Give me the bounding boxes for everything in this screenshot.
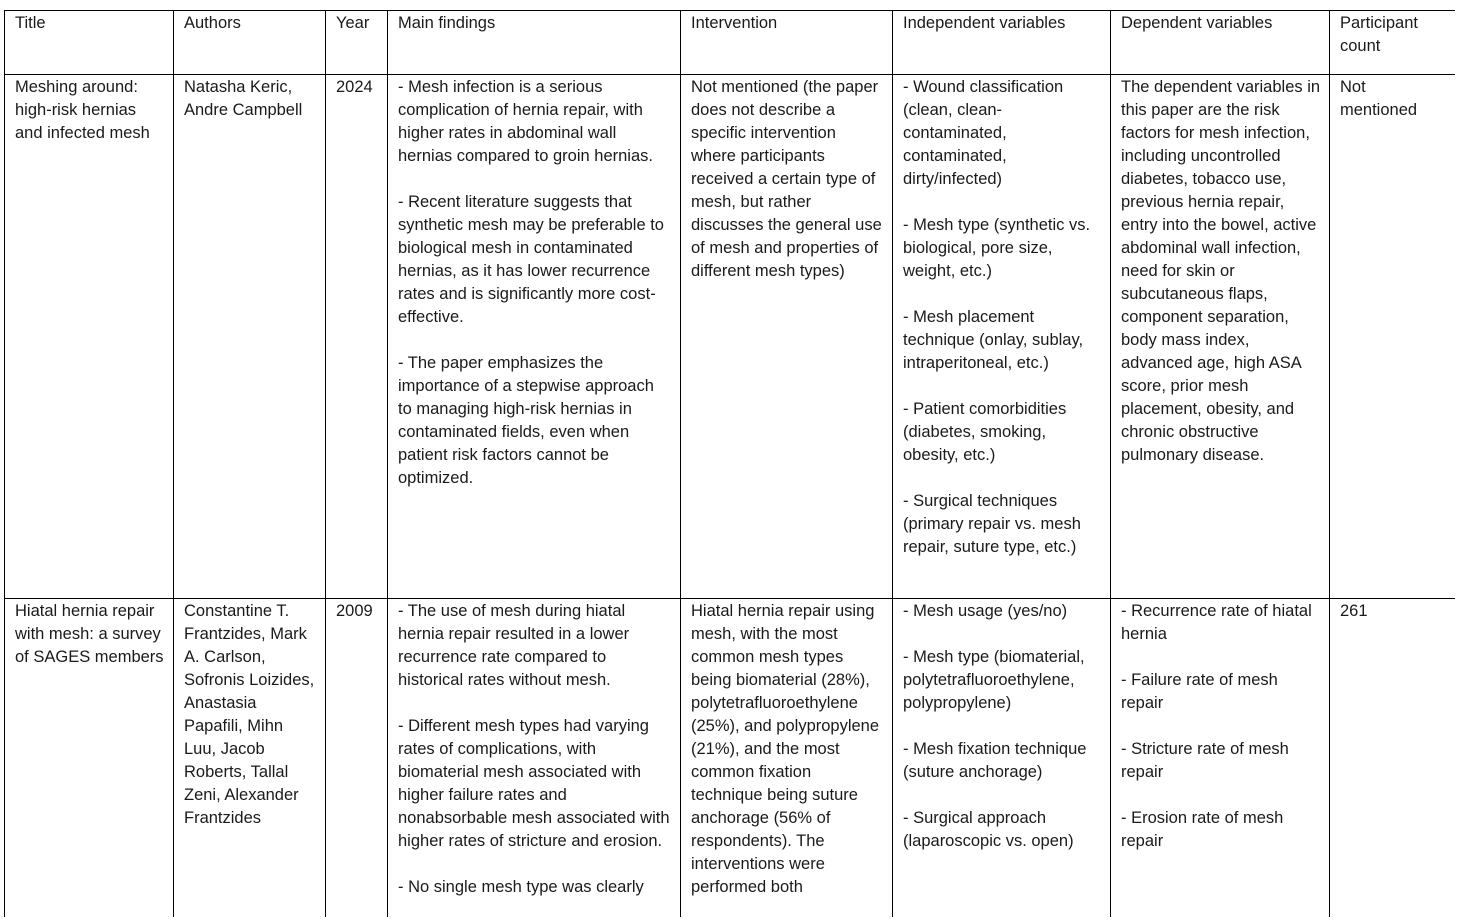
cell-participant-count: 261 — [1330, 599, 1456, 918]
finding-item: - No single mesh type was clearly — [398, 878, 644, 896]
cell-independent-variables — [893, 599, 1111, 918]
variable-item: - Mesh type (synthetic vs. biological, pore size, weight, etc.) — [903, 216, 1091, 280]
header-year: Year — [326, 11, 388, 75]
header-main-findings: Main findings — [388, 11, 681, 75]
table-row — [5, 75, 1456, 599]
cell-authors: Natasha Keric, Andre Campbell — [174, 75, 326, 599]
finding-item: - Different mesh types had varying rates of complications, with biomaterial mesh associated with higher failure rates and nonabsorbable mesh associated with higher rates of stricture and erosion. — [398, 717, 670, 850]
cell-year: 2024 — [326, 75, 388, 599]
header-participant-count: Participant count — [1330, 11, 1456, 75]
document-page — [4, 10, 1455, 917]
variable-item: - Surgical techniques (primary repair vs. mesh repair, suture type, etc.) — [903, 492, 1081, 556]
header-authors: Authors — [174, 11, 326, 75]
cell-intervention: Hiatal hernia repair using mesh, with the most common mesh types being biomaterial (28%), polytetrafluoroethylene (25%), and polypropylene (21%), and the most common fixation technique being suture anchorage (56% of respondents). The interventions were performed both — [681, 599, 893, 918]
variable-item: - Mesh fixation technique (suture anchorage) — [903, 740, 1087, 781]
variable-item: - Patient comorbidities (diabetes, smoking, obesity, etc.) — [903, 400, 1067, 464]
cell-main-findings — [388, 75, 681, 599]
variable-item: The dependent variables in this paper are the risk factors for mesh infection, including uncontrolled diabetes, tobacco use, previous hernia repair, entry into the bowel, active abdominal wall infection, need for skin or subcutaneous flaps, component separation, body mass index, advanced age, high ASA score, prior mesh placement, obesity, and chronic obstructive pulmonary disease. — [1121, 78, 1321, 464]
header-dependent-variables: Dependent variables — [1111, 11, 1330, 75]
variable-item: - Failure rate of mesh repair — [1121, 671, 1278, 712]
finding-item: - Mesh infection is a serious complication of hernia repair, with higher rates in abdominal wall hernias compared to groin hernias. — [398, 78, 653, 165]
cell-year: 2009 — [326, 599, 388, 918]
header-row — [5, 11, 1456, 75]
variable-item: - Mesh placement technique (onlay, sublay, intraperitoneal, etc.) — [903, 308, 1084, 372]
finding-item: - Recent literature suggests that synthetic mesh may be preferable to biological mesh in contaminated hernias, as it has lower recurrence rates and is significantly more cost-effective. — [398, 193, 664, 326]
variable-item: - Recurrence rate of hiatal hernia — [1121, 602, 1312, 643]
finding-item: - The paper emphasizes the importance of a stepwise approach to managing high-risk hernias in contaminated fields, even when patient risk factors cannot be optimized. — [398, 354, 654, 487]
variable-item: - Stricture rate of mesh repair — [1121, 740, 1289, 781]
cell-authors: Constantine T. Frantzides, Mark A. Carlson, Sofronis Loizides, Anastasia Papafili, Mihn Luu, Jacob Roberts, Tallal Zeni, Alexander Frantzides — [174, 599, 326, 918]
cell-main-findings — [388, 599, 681, 918]
header-intervention: Intervention — [681, 11, 893, 75]
cell-intervention: Not mentioned (the paper does not describe a specific intervention where participants received a certain type of mesh, but rather discusses the general use of mesh and properties of different mesh types) — [681, 75, 893, 599]
variable-item: - Mesh type (biomaterial, polytetrafluoroethylene, polypropylene) — [903, 648, 1085, 712]
cell-title: Hiatal hernia repair with mesh: a survey of SAGES members — [5, 599, 174, 918]
cell-dependent-variables — [1111, 599, 1330, 918]
literature-review-table — [4, 10, 1455, 917]
finding-item: - The use of mesh during hiatal hernia repair resulted in a lower recurrence rate compared to historical rates without mesh. — [398, 602, 630, 689]
cell-title: Meshing around: high-risk hernias and infected mesh — [5, 75, 174, 599]
cell-participant-count: Not mentioned — [1330, 75, 1456, 599]
variable-item: - Wound classification (clean, clean-contaminated, contaminated, dirty/infected) — [903, 78, 1064, 188]
variable-item: - Mesh usage (yes/no) — [903, 602, 1068, 620]
table-row — [5, 599, 1456, 918]
cell-dependent-variables — [1111, 75, 1330, 599]
variable-item: - Erosion rate of mesh repair — [1121, 809, 1284, 850]
header-independent-variables: Independent variables — [893, 11, 1111, 75]
header-title: Title — [5, 11, 174, 75]
variable-item: - Surgical approach (laparoscopic vs. open) — [903, 809, 1074, 850]
cell-independent-variables — [893, 75, 1111, 599]
